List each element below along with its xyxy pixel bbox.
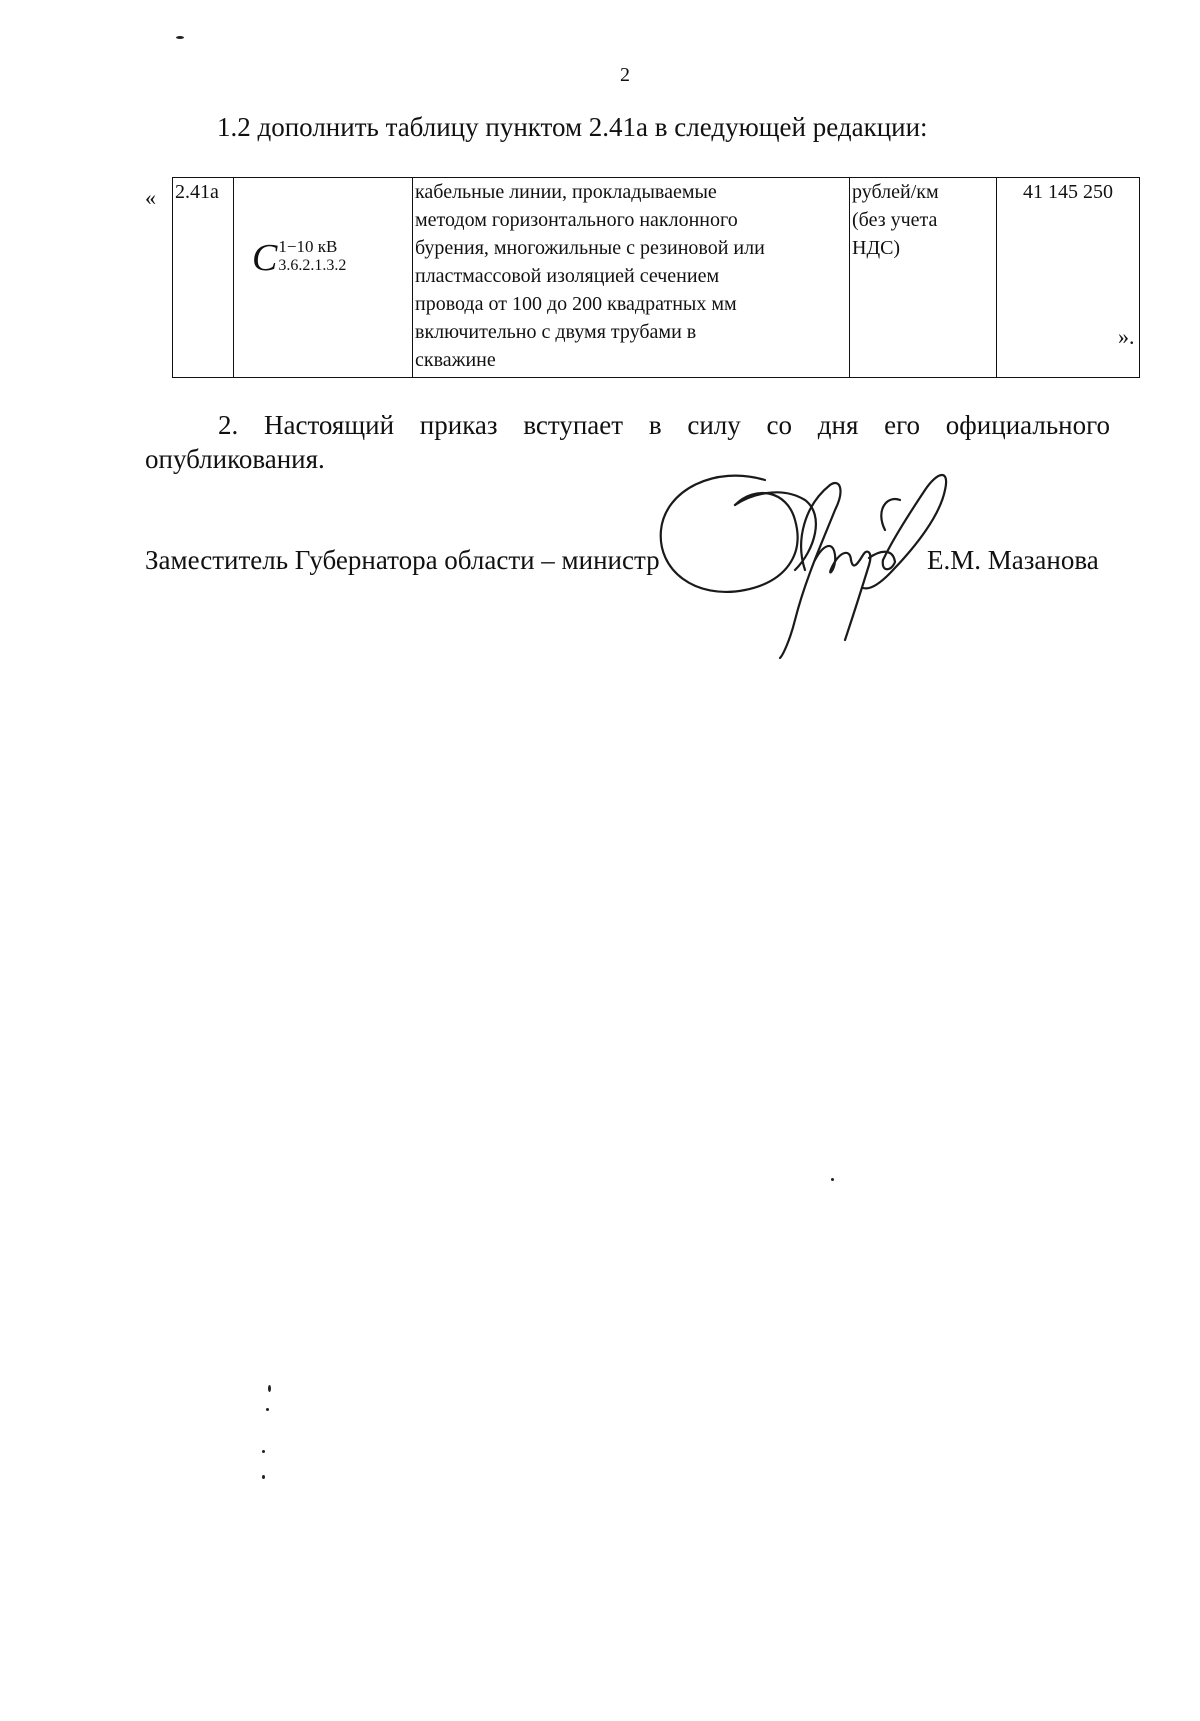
unit-line: (без учета [852, 209, 938, 231]
clause-2-text: 2. Настоящий приказ вступает в силу со дня его официального опубликования. [145, 410, 1110, 474]
scan-speck [262, 1475, 265, 1479]
table-row [173, 178, 1140, 378]
unit-line: рублей/км [852, 181, 939, 203]
scan-speck [176, 36, 184, 39]
signer-title: Заместитель Губернатора области – министр [145, 545, 660, 575]
description-line: кабельные линии, прокладываемые [415, 181, 717, 203]
description-line: бурения, многожильные с резиновой или [415, 237, 765, 259]
description-line: пластмассовой изоляцией сечением [415, 265, 720, 287]
unit-line: НДС) [852, 237, 901, 259]
scan-speck [831, 1178, 834, 1181]
description-line: методом горизонтального наклонного [415, 209, 738, 231]
item-number-cell [173, 178, 234, 378]
unit-cell [850, 178, 997, 378]
rate-value: 41 145 250 [1023, 181, 1113, 203]
rate-code-index: 3.6.2.1.3.2 [278, 257, 347, 274]
scan-speck [262, 1450, 265, 1453]
rate-code-voltage: 1−10 кВ [278, 237, 338, 256]
rate-code-formula [252, 238, 410, 278]
description-line: включительно с двумя трубами в [415, 321, 697, 343]
closing-quote: ». [1118, 324, 1135, 349]
page-number: 2 [620, 64, 630, 86]
signer-name: Е.М. Мазанова [927, 545, 1099, 575]
opening-quote: « [145, 185, 156, 210]
description-line: скважине [415, 349, 496, 371]
description-line: провода от 100 до 200 квадратных мм [415, 293, 737, 315]
rate-code-letter: C [252, 237, 278, 279]
rate-code-cell [234, 178, 413, 378]
scan-speck [268, 1385, 271, 1392]
amendment-table [172, 177, 1140, 378]
amendment-intro: 1.2 дополнить таблицу пунктом 2.41а в следующей редакции: [217, 112, 928, 142]
item-number: 2.41а [175, 181, 219, 203]
description-cell [413, 178, 850, 378]
scan-speck [266, 1408, 269, 1411]
